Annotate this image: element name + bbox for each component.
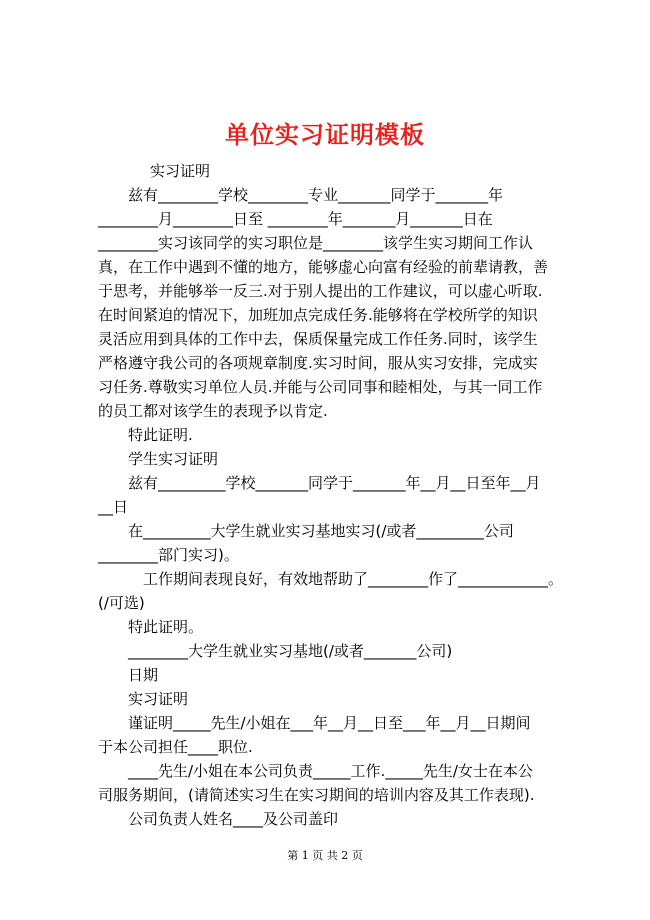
paragraph-line: 真，在工作中遇到不懂的地方，能够虚心向富有经验的前辈请教，善 — [98, 258, 549, 276]
paragraph-line: 工作期间表现良好，有效地帮助了________作了____________。 — [143, 570, 564, 588]
paragraph-line: ________部门实习)。 — [98, 546, 239, 564]
paragraph-line: 司服务期间，(请简述实习生在实习期间的培训内容及其工作表现). — [98, 786, 535, 804]
paragraph-line: 日期 — [128, 666, 159, 684]
paragraph-line: 兹有_________学校_______同学于_______年__月__日至年__月 — [128, 474, 541, 492]
paragraph-line: __日 — [98, 498, 129, 516]
paragraph-line: 公司负责人姓名____及公司盖印 — [128, 810, 339, 828]
paragraph-line: 严格遵守我公司的各项规章制度.实习时间，服从实习安排，完成实 — [98, 354, 538, 372]
section-heading: 实习证明 — [128, 690, 189, 708]
paragraph-line: 实习证明 — [150, 162, 211, 180]
document-title: 单位实习证明模板 — [225, 121, 425, 149]
paragraph-line: 习任务.尊敬实习单位人员.并能与公司同事和睦相处，与其一同工作 — [98, 378, 543, 396]
paragraph-line: ____先生/小姐在本公司负责_____工作._____先生/女士在本公 — [128, 762, 533, 780]
paragraph-line: 的员工都对该学生的表现予以肯定. — [98, 402, 328, 420]
paragraph-line: ________实习该同学的实习职位是________该学生实习期间工作认 — [98, 234, 534, 252]
paragraph-line: 在时间紧迫的情况下，加班加点完成任务.能够将在学校所学的知识 — [98, 306, 538, 324]
paragraph-line: 特此证明。 — [128, 618, 204, 636]
paragraph-line: 灵活应用到具体的工作中去，保质保量完成工作任务.同时，该学生 — [98, 330, 538, 348]
paragraph-line: 兹有________学校________专业_______同学于_______年 — [128, 186, 504, 204]
paragraph-line: 在_________大学生就业实习基地实习(/或者_________公司 — [128, 522, 514, 540]
paragraph-line: (/可选) — [98, 594, 145, 612]
paragraph-line: ________大学生就业实习基地(/或者_______公司) — [128, 642, 453, 660]
paragraph-line: 于思考，并能够举一反三.对于别人提出的工作建议，可以虚心听取. — [98, 282, 543, 300]
page-footer: 第 1 页 共 2 页 — [287, 849, 363, 862]
paragraph-line: 谨证明_____先生/小姐在___年__月__日至___年__月__日期间 — [128, 714, 531, 732]
section-heading: 学生实习证明 — [128, 450, 219, 468]
paragraph-line: 于本公司担任____职位. — [98, 738, 253, 756]
paragraph-line: 特此证明. — [128, 426, 193, 444]
paragraph-line: ________月________日至 ________年_______月_______日在 — [98, 210, 493, 228]
